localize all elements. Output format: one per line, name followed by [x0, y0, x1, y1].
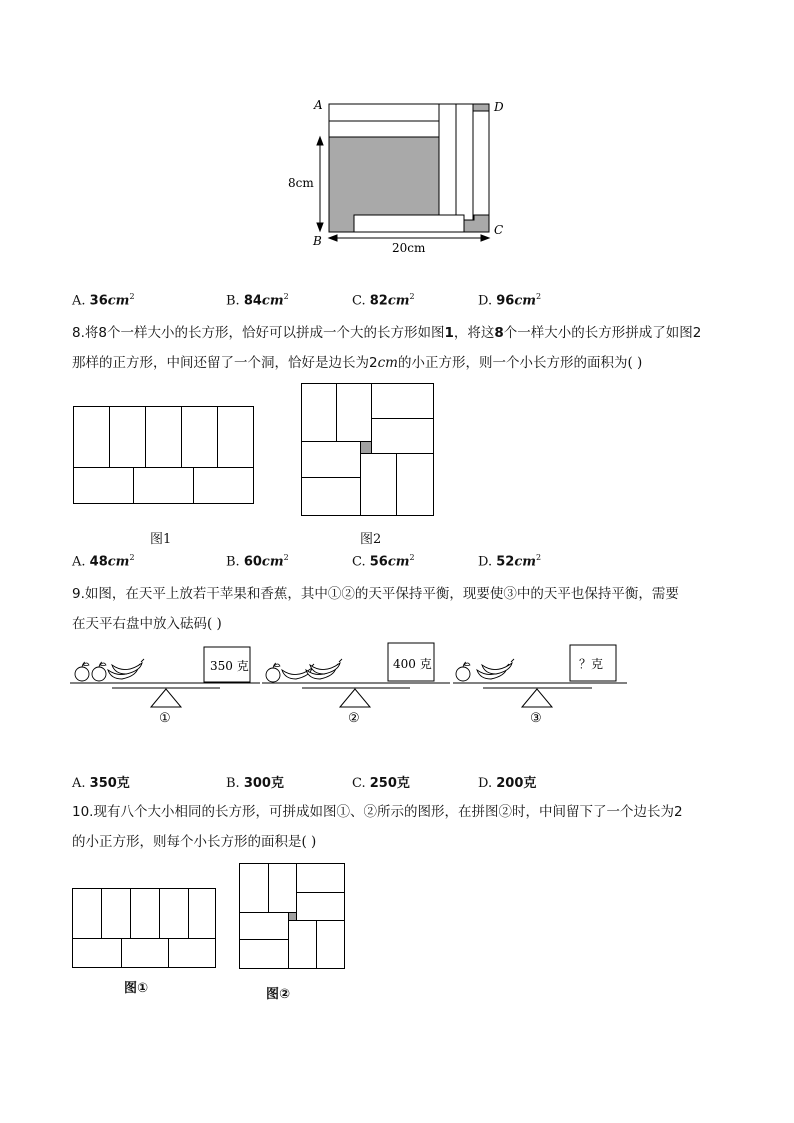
q7-strip-vert-3 [473, 111, 489, 215]
q7-option-d[interactable]: D. $96cm^2$ [478, 292, 542, 309]
q9-scale3-label: ③ [530, 711, 542, 726]
q8-option-c[interactable]: C. $56cm^2$ [352, 553, 415, 570]
q9-scale1-fulcrum [151, 689, 181, 707]
q7-figure [288, 95, 520, 265]
q9-scale2-banana-3 [310, 659, 342, 674]
q9-option-a[interactable]: A. 350克 [72, 776, 130, 791]
q9-scale3-banana-2 [482, 659, 514, 674]
q7-height-label: 8cm [288, 176, 314, 190]
q9-scale-1 [70, 647, 260, 726]
q8-line-1: 8.将8个一样大小的长方形，恰好可以拼成一个大的长方形如图1，将这8个一样大小的长方形拼成了如图2 [72, 325, 702, 341]
q9-option-c[interactable]: C. 250克 [352, 776, 410, 791]
q10-line-2: 的小正方形，则每个小长方形的面积是( ) [72, 834, 317, 850]
q10-line-1: 10.现有八个大小相同的长方形，可拼成如图①、②所示的图形，在拼图②时，中间留下了一个边长为2 [72, 804, 683, 820]
q8-question [72, 323, 722, 373]
q8-line-2: 那样的正方形，中间还留了一个洞，恰好是边长为2cm的小正方形，则一个小长方形的面积为( ) [72, 355, 643, 371]
q9-scale-2 [262, 643, 450, 726]
q9-line-2: 在天平右盘中放入砝码( ) [72, 616, 222, 632]
q9-line-1: 9.如图，在天平上放若干苹果和香蕉，其中①②的天平保持平衡，现要使③中的天平也保持平衡，需要 [72, 586, 679, 602]
q9-scale2-fulcrum [340, 689, 370, 707]
q8-figure-1 [72, 405, 258, 507]
q9-scale1-label: ① [159, 711, 171, 726]
q9-scale2-label: ② [348, 711, 360, 726]
q7-shaded-corner-top [473, 104, 489, 111]
q9-option-d[interactable]: D. 200克 [478, 776, 537, 791]
q8-fig2-caption: 图2 [360, 532, 382, 547]
q9-scales [70, 640, 640, 730]
q10-figure-1 [71, 887, 219, 971]
q7-label-b: B [313, 234, 322, 248]
q8-center-hole [361, 442, 372, 454]
q9-scale1-apple-1 [75, 662, 89, 681]
q7-strip-bottom [354, 215, 464, 232]
q7-label-c: C [494, 223, 504, 237]
q7-strip-vert-1 [439, 104, 456, 215]
q7-width-label: 20cm [392, 241, 426, 255]
q9-scale2-apple [266, 663, 280, 682]
q9-scale-3 [453, 645, 627, 726]
q9-question [72, 584, 722, 634]
q9-scale3-apple [456, 662, 470, 681]
q9-scale3-fulcrum [522, 689, 552, 707]
q7-strip-vert-2 [456, 104, 473, 220]
q9-scale1-weight: 350 克 [210, 659, 249, 673]
q8-figure-2 [300, 382, 436, 518]
q9-scale1-banana-2 [112, 659, 144, 674]
q7-option-a[interactable]: A. $36cm^2$ [72, 292, 135, 309]
q8-option-d[interactable]: D. $52cm^2$ [478, 553, 542, 570]
q9-scale1-apple-2 [92, 662, 106, 681]
q7-option-c[interactable]: C. $82cm^2$ [352, 292, 415, 309]
q10-fig1-caption: 图① [124, 981, 149, 996]
q10-center-hole [289, 913, 297, 921]
q7-label-d: D [494, 100, 504, 114]
q7-strip-top-1 [329, 104, 439, 121]
q9-scale3-weight: ？克 [579, 657, 604, 671]
q8-option-b[interactable]: B. $60cm^2$ [226, 553, 289, 570]
q8-fig1-caption: 图1 [150, 532, 172, 547]
q10-question [72, 802, 722, 852]
q9-option-b[interactable]: B. 300克 [226, 776, 284, 791]
q9-scale2-weight: 400 克 [393, 657, 432, 671]
q7-strip-top-2 [329, 121, 439, 137]
q8-option-a[interactable]: A. $48cm^2$ [72, 553, 135, 570]
q7-option-b[interactable]: B. $84cm^2$ [226, 292, 289, 309]
q10-figure-2 [238, 862, 348, 972]
q10-fig2-caption: 图② [266, 987, 291, 1002]
q7-label-a: A [314, 98, 323, 112]
